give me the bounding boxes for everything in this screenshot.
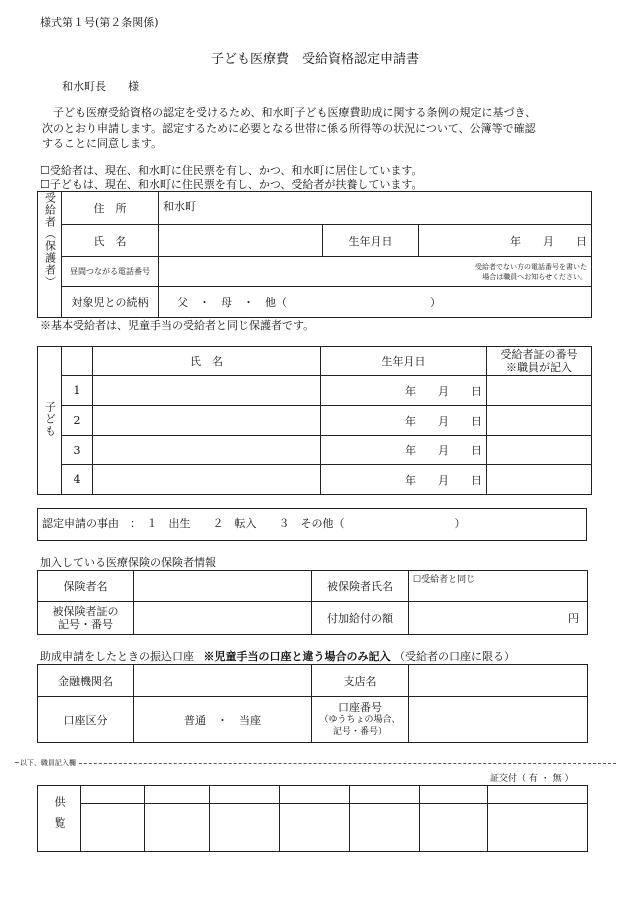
- child-dob-field[interactable]: 年 月 日: [321, 465, 487, 495]
- child-row-number: 1: [62, 376, 93, 406]
- review-stamp-cell[interactable]: [210, 804, 280, 852]
- review-label: 供覧: [53, 796, 66, 838]
- children-col-dob: 生年月日: [321, 347, 487, 376]
- address-label: 住 所: [62, 192, 159, 225]
- account-number-label-main: 口座番号: [338, 700, 382, 714]
- insurer-name-label: 保険者名: [38, 571, 134, 602]
- child-row-number: 2: [62, 406, 93, 436]
- review-stamp-cell[interactable]: [420, 786, 488, 804]
- account-number-label: [312, 697, 409, 743]
- recipient-side-label: 受給者（保護者）: [43, 192, 57, 288]
- name-label: 氏 名: [62, 225, 159, 257]
- review-stamp-cell[interactable]: [350, 804, 420, 852]
- review-stamp-cell[interactable]: [488, 786, 588, 804]
- intro-line-2: 次のとおり申請します。認定するために必要となる世帯に係る所得等の状況について、公簿等で確認: [42, 122, 536, 135]
- staff-divider-line: [14, 763, 616, 764]
- children-side-label-cell: [38, 347, 62, 495]
- card-number-label-1: 被保険者証の: [52, 605, 119, 618]
- staff-divider-label: ~以下、職員記入欄: [14, 759, 76, 767]
- children-col-cert-2: ※職員が記入: [506, 361, 572, 374]
- form-number: 様式第１号(第２条関係): [40, 16, 159, 29]
- branch-label: 支店名: [312, 665, 409, 697]
- child-dob-field[interactable]: 年 月 日: [321, 436, 487, 465]
- relation-label: 対象児との続柄: [62, 287, 159, 318]
- account-number-note-2: 記号・番号）: [332, 726, 387, 737]
- review-stamp-cell[interactable]: [350, 786, 420, 804]
- review-stamp-cell[interactable]: [280, 786, 350, 804]
- addon-benefit-label: 付加給付の額: [312, 602, 409, 635]
- cert-issued-status[interactable]: 証交付（ 有 ・ 無 ）: [490, 774, 574, 784]
- account-type-label: 口座区分: [38, 697, 134, 743]
- phone-note-2: 場合は職員へお知らせください。: [482, 272, 587, 281]
- insured-name-label: 被保険者氏名: [312, 571, 409, 602]
- bank-heading: [40, 650, 515, 664]
- recipient-note: ※基本受給者は、児童手当の受給者と同じ保護者です。: [40, 319, 315, 332]
- child-dob-field[interactable]: 年 月 日: [321, 376, 487, 406]
- review-table: [37, 785, 588, 852]
- phone-note-1: 受給者でない方の電話番号を書いた: [475, 262, 587, 271]
- child-cert-field[interactable]: [487, 436, 592, 465]
- reason-text[interactable]: 認定申請の事由 ： １ 出生 ２ 転入 ３ その他（ ）: [42, 517, 466, 530]
- card-number-label: [38, 602, 134, 635]
- card-number-label-2: 記号・番号: [58, 618, 113, 631]
- review-stamp-cell[interactable]: [81, 786, 145, 804]
- page-title: 子ども医療費 受給資格認定申請書: [210, 52, 419, 67]
- branch-field[interactable]: [409, 665, 588, 697]
- account-type-field[interactable]: 普通 ・ 当座: [134, 697, 312, 743]
- account-number-field[interactable]: [409, 697, 588, 743]
- institution-label: 金融機関名: [38, 665, 134, 697]
- child-name-field[interactable]: [93, 465, 321, 495]
- same-as-recipient-checkbox[interactable]: ☐受給者と同じ: [413, 575, 476, 585]
- recipient-side-label-cell: [38, 192, 62, 318]
- child-cert-field[interactable]: [487, 465, 592, 495]
- review-stamp-cell[interactable]: [145, 786, 210, 804]
- checkbox-dependent[interactable]: ☐子どもは、現在、和水町に住民票を有し、かつ、受給者が扶養しています。: [40, 178, 423, 191]
- reason-box: [37, 508, 587, 541]
- addon-benefit-field[interactable]: 円: [409, 602, 588, 635]
- recipient-table: [37, 191, 592, 318]
- bank-table: [37, 664, 588, 743]
- relation-field[interactable]: 父 ・ 母 ・ 他（ ）: [159, 287, 592, 318]
- recipient-dob-label: 生年月日: [323, 225, 419, 257]
- addressee: 和水町長 様: [62, 80, 139, 93]
- review-stamp-cell[interactable]: [488, 804, 588, 852]
- address-field[interactable]: 和水町: [159, 192, 592, 225]
- child-cert-field[interactable]: [487, 376, 592, 406]
- children-col-cert: [487, 347, 592, 376]
- intro-line-1: 子ども医療受給資格の認定を受けるため、和水町子ども医療費助成に関する条例の規定に基づき、: [42, 106, 537, 119]
- recipient-dob-field[interactable]: 年 月 日: [419, 225, 592, 257]
- child-name-field[interactable]: [93, 436, 321, 465]
- children-table: [37, 346, 592, 495]
- checkbox-resident[interactable]: ☐受給者は、現在、和水町に住民票を有し、かつ、和水町に居住しています。: [40, 164, 423, 177]
- child-name-field[interactable]: [93, 406, 321, 436]
- child-row-number: 3: [62, 436, 93, 465]
- institution-field[interactable]: [134, 665, 312, 697]
- children-col-cert-1: 受給者証の番号: [500, 348, 578, 361]
- phone-label: 昼間つながる電話番号: [62, 257, 159, 287]
- child-dob-field[interactable]: 年 月 日: [321, 406, 487, 436]
- review-stamp-cell[interactable]: [210, 786, 280, 804]
- account-number-note-1: （ゆうちょの場合、: [319, 714, 401, 725]
- bank-heading-b: ※児童手当の口座と違う場合のみ記入: [203, 650, 391, 663]
- insurance-heading: 加入している医療保険の保険者情報: [40, 556, 216, 569]
- insurer-name-field[interactable]: [134, 571, 312, 602]
- review-label-cell: [38, 786, 81, 852]
- bank-heading-a: 助成申請をしたときの振込口座: [40, 650, 194, 663]
- recipient-name-field[interactable]: [159, 225, 323, 257]
- phone-field[interactable]: [159, 257, 592, 287]
- insured-name-field[interactable]: [409, 571, 588, 602]
- child-cert-field[interactable]: [487, 406, 592, 436]
- review-stamp-cell[interactable]: [420, 804, 488, 852]
- children-col-name: 氏 名: [93, 347, 321, 376]
- review-stamp-cell[interactable]: [81, 804, 145, 852]
- card-number-field[interactable]: [134, 602, 312, 635]
- review-stamp-cell[interactable]: [145, 804, 210, 852]
- child-name-field[interactable]: [93, 376, 321, 406]
- insurance-table: [37, 570, 588, 635]
- intro-line-3: することに同意します。: [42, 137, 163, 150]
- review-stamp-cell[interactable]: [280, 804, 350, 852]
- children-header-blank: [62, 347, 93, 376]
- bank-heading-c: （受給者の口座に限る）: [394, 650, 515, 663]
- children-side-label: 子ども: [43, 401, 57, 437]
- child-row-number: 4: [62, 465, 93, 495]
